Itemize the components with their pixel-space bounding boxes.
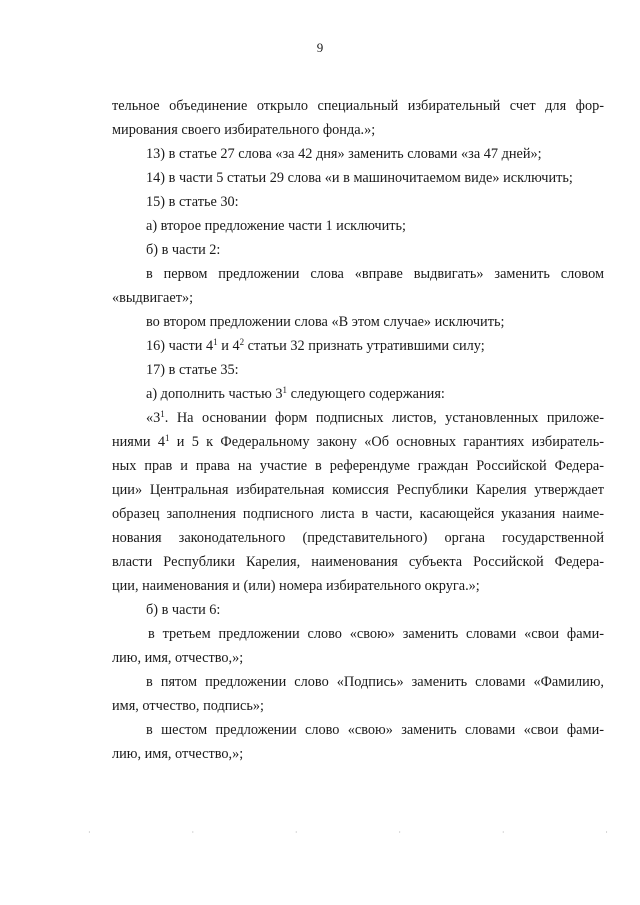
page-number: 9 <box>316 40 324 55</box>
text-span: и 5 к Федеральному закону «Об основных гарантиях избиратель- <box>169 434 604 450</box>
text-line: в первом предложении слова «вправе выдвигать» заменить словом <box>146 266 604 282</box>
text-span: . На основании форм подписных листов, установленных приложе- <box>164 410 604 426</box>
superscript: 2 <box>239 337 245 347</box>
sub-item-a <box>112 382 604 406</box>
scan-artifact-dots <box>88 828 608 837</box>
text-line: во втором предложении слова «В этом случае» исключить; <box>146 314 505 330</box>
text-line: власти Республики Карелия, наименования субъекта Российской Федера- <box>112 554 604 570</box>
sub-item-b: б) в части 6: <box>146 602 221 618</box>
dot: · <box>294 828 298 837</box>
text-span: 16) части 4 <box>146 338 214 354</box>
text-line: лию, имя, отчество,»; <box>112 650 244 666</box>
superscript: 1 <box>213 337 218 347</box>
dot: · <box>398 828 402 837</box>
text-span: статьи 32 признать утратившими силу; <box>244 338 485 354</box>
list-item-15: 15) в статье 30: <box>146 194 239 210</box>
text-line: в третьем предложении слово «свою» заменить словами «свои фами- <box>148 626 604 642</box>
dot: · <box>191 828 195 837</box>
text-line: имя, отчество, подпись»; <box>112 698 265 714</box>
text-line: мирования своего избирательного фонда.»; <box>112 122 376 138</box>
text-line: ных прав и права на участие в референдуме граждан Российской Федера- <box>112 458 604 474</box>
text-span: ниями 4 <box>112 434 166 450</box>
document-body <box>112 94 604 766</box>
dot: · <box>501 828 505 837</box>
dot: · <box>88 828 91 837</box>
text-line: в шестом предложении слово «свою» заменить словами «свои фами- <box>146 722 604 738</box>
list-item-16 <box>112 334 604 358</box>
text-span: следующего содержания: <box>287 386 445 402</box>
superscript: 1 <box>165 433 170 443</box>
text-span: и 4 <box>217 338 240 354</box>
superscript: 1 <box>282 385 288 395</box>
text-line: лию, имя, отчество,»; <box>112 746 244 762</box>
text-line: образец заполнения подписного листа в части, касающейся указания наиме- <box>112 506 604 522</box>
list-item-17: 17) в статье 35: <box>146 362 239 378</box>
text-line: «выдвигает»; <box>112 290 194 306</box>
text-line: тельное объединение открыло специальный избирательный счет для фор- <box>112 98 604 114</box>
text-line: ции, наименования и (или) номера избирательного округа.»; <box>112 578 480 594</box>
text-line: в пятом предложении слово «Подпись» заменить словами «Фамилию, <box>146 674 604 690</box>
quoted-paragraph-start <box>112 406 604 430</box>
list-item-14: 14) в части 5 статьи 29 слова «и в машиночитаемом виде» исключить; <box>146 170 573 186</box>
text-span: а) дополнить частью 3 <box>146 386 283 402</box>
text-span: «3 <box>146 410 161 426</box>
dot: · <box>605 828 608 837</box>
text-line: нования законодательного (представительного) органа государственной <box>112 530 604 546</box>
superscript: 1 <box>160 409 165 419</box>
text-line: ции» Центральная избирательная комиссия Республики Карелия утверждает <box>112 482 604 498</box>
list-item-13: 13) в статье 27 слова «за 42 дня» заменить словами «за 47 дней»; <box>146 146 542 162</box>
text-line <box>112 430 604 454</box>
sub-item-a: а) второе предложение части 1 исключить; <box>146 218 406 234</box>
sub-item-b: б) в части 2: <box>146 242 221 258</box>
